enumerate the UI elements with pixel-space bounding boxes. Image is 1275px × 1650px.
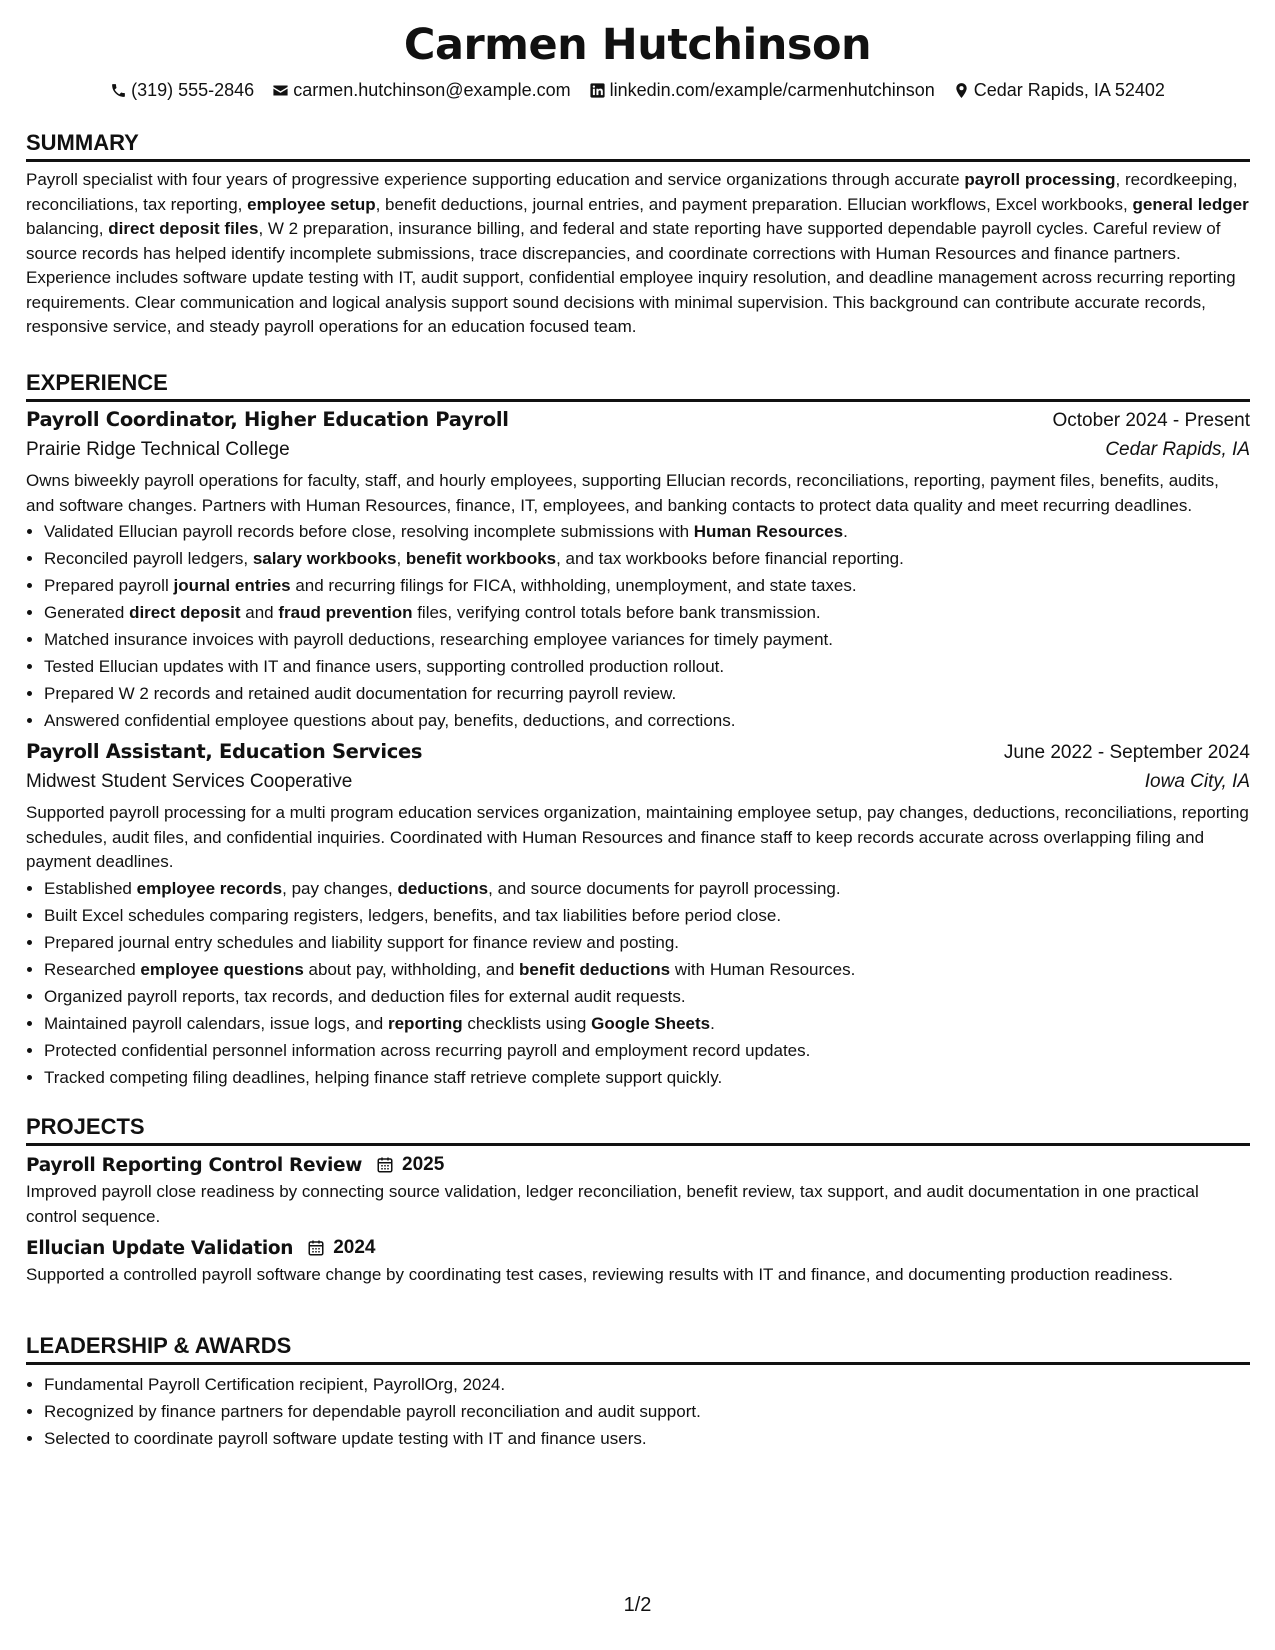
linkedin-text: linkedin.com/example/carmenhutchinson	[609, 80, 935, 100]
project-description: Supported a controlled payroll software change by coordinating test cases, reviewing results with IT and finance, and documenting production readiness.	[26, 1265, 1173, 1284]
job-entry	[26, 740, 1250, 1091]
list-item: • Reconciled payroll ledgers, salary workbooks, benefit workbooks, and tax workbooks before financial reporting.	[44, 545, 1250, 572]
project-year-text: 2024	[333, 1237, 376, 1258]
job-title: Payroll Assistant, Education Services	[26, 740, 423, 763]
experience-section	[26, 370, 1250, 1091]
list-item: • Fundamental Payroll Certification recipient, PayrollOrg, 2024.	[44, 1371, 1250, 1398]
summary-section	[26, 130, 1250, 340]
job-date: June 2022 - September 2024	[1003, 742, 1250, 763]
list-item: • Researched employee questions about pay, withholding, and benefit deductions with Human Resources.	[44, 956, 1250, 983]
location-text: Cedar Rapids, IA 52402	[973, 80, 1165, 100]
list-item: • Maintained payroll calendars, issue logs, and reporting checklists using Google Sheets.	[44, 1010, 1250, 1037]
leadership-bullets	[26, 1371, 1250, 1452]
job-organization: Prairie Ridge Technical College	[26, 439, 290, 460]
job-title: Payroll Coordinator, Higher Education Payroll	[26, 408, 509, 431]
list-item: • Recognized by finance partners for dependable payroll reconciliation and audit support.	[44, 1398, 1250, 1425]
project-title: Ellucian Update Validation	[26, 1237, 294, 1259]
job-description: Supported payroll processing for a multi program education services organization, maintaining employee setup, pay changes, deductions, reconciliations, reporting schedules, audit files, and confidential inquiries. Coordinated with Human Resources and finance staff to keep records accurate across overlapping filing and payment deadlines.	[26, 803, 1249, 871]
project-year	[376, 1154, 444, 1176]
project-year	[307, 1237, 375, 1259]
map-pin-icon	[953, 82, 970, 99]
job-location: Cedar Rapids, IA	[1105, 439, 1250, 460]
list-item: • Prepared payroll journal entries and recurring filings for FICA, withholding, unemployment, and state taxes.	[44, 572, 1250, 599]
list-item: • Validated Ellucian payroll records before close, resolving incomplete submissions with Human Resources.	[44, 518, 1250, 545]
section-title-projects: PROJECTS	[26, 1114, 1250, 1146]
list-item: • Tested Ellucian updates with IT and finance users, supporting controlled production rollout.	[44, 653, 1250, 680]
project-description: Improved payroll close readiness by connecting source validation, ledger reconciliation, benefit review, tax support, and audit documentation in one practical control sequence.	[26, 1182, 1199, 1226]
job-description: Owns biweekly payroll operations for faculty, staff, and hourly employees, supporting Ellucian records, reconciliations, reporting, payment files, benefits, audits, and software changes. Partners with Human Resources, finance, IT, employees, and banking contacts to protect data quality and meet recurring deadlines.	[26, 471, 1219, 515]
job-bullets	[26, 875, 1250, 1091]
list-item: • Matched insurance invoices with payroll deductions, researching employee variances for timely payment.	[44, 626, 1250, 653]
job-bullets	[26, 518, 1250, 734]
list-item: • Established employee records, pay changes, deductions, and source documents for payroll processing.	[44, 875, 1250, 902]
project-entry	[26, 1237, 1250, 1288]
summary-text: Payroll specialist with four years of progressive experience supporting education and service organizations through accurate payroll processing, recordkeeping, reconciliations, tax reporting, employee setup, benefit deductions, journal entries, and payment preparation. Ellucian workflows, Excel workbooks, general ledger balancing, direct deposit files, W 2 preparation, insurance billing, and federal and state reporting have supported dependable payroll cycles. Careful review of source records has helped identify incomplete submissions, trace discrepancies, and coordinate corrections with Human Resources and finance partners. Experience includes software update testing with IT, audit support, confidential employee inquiry resolution, and deadline management across recurring reporting requirements. Clear communication and logical analysis support sound decisions with minimal supervision. This background can contribute accurate records, responsive service, and steady payroll operations for an education focused team.	[26, 170, 1249, 336]
project-entry	[26, 1154, 1250, 1229]
email-text: carmen.hutchinson@example.com	[293, 80, 571, 100]
list-item: • Protected confidential personnel information across recurring payroll and employment record updates.	[44, 1037, 1250, 1064]
job-location: Iowa City, IA	[1144, 771, 1250, 792]
job-organization: Midwest Student Services Cooperative	[26, 771, 353, 792]
calendar-icon	[307, 1239, 325, 1257]
page-number: 1/2	[623, 1594, 652, 1616]
job-date: October 2024 - Present	[1052, 410, 1250, 431]
project-title: Payroll Reporting Control Review	[26, 1154, 363, 1176]
section-title-leadership: LEADERSHIP & AWARDS	[26, 1333, 1250, 1365]
leadership-section	[26, 1333, 1250, 1452]
contact-phone	[110, 80, 254, 101]
contact-linkedin[interactable]	[589, 80, 935, 101]
calendar-icon	[376, 1156, 394, 1174]
candidate-name: Carmen Hutchinson	[403, 20, 872, 70]
contact-bar	[0, 80, 1275, 101]
job-entry	[26, 408, 1250, 734]
contact-email[interactable]	[272, 80, 570, 101]
envelope-icon	[272, 82, 289, 99]
section-title-summary: SUMMARY	[26, 130, 1250, 162]
phone-text: (319) 555-2846	[131, 80, 255, 100]
list-item: • Selected to coordinate payroll software update testing with IT and finance users.	[44, 1425, 1250, 1452]
project-year-text: 2025	[402, 1154, 445, 1175]
list-item: • Organized payroll reports, tax records, and deduction files for external audit requests.	[44, 983, 1250, 1010]
list-item: • Prepared W 2 records and retained audit documentation for recurring payroll review.	[44, 680, 1250, 707]
list-item: • Prepared journal entry schedules and liability support for finance review and posting.	[44, 929, 1250, 956]
section-title-experience: EXPERIENCE	[26, 370, 1250, 402]
list-item: • Built Excel schedules comparing registers, ledgers, benefits, and tax liabilities before period close.	[44, 902, 1250, 929]
list-item: • Answered confidential employee questions about pay, benefits, deductions, and corrections.	[44, 707, 1250, 734]
projects-section	[26, 1114, 1250, 1288]
linkedin-icon	[589, 82, 606, 99]
contact-location	[953, 80, 1165, 101]
phone-icon	[110, 82, 127, 99]
list-item: • Tracked competing filing deadlines, helping finance staff retrieve complete support quickly.	[44, 1064, 1250, 1091]
list-item: • Generated direct deposit and fraud prevention files, verifying control totals before bank transmission.	[44, 599, 1250, 626]
